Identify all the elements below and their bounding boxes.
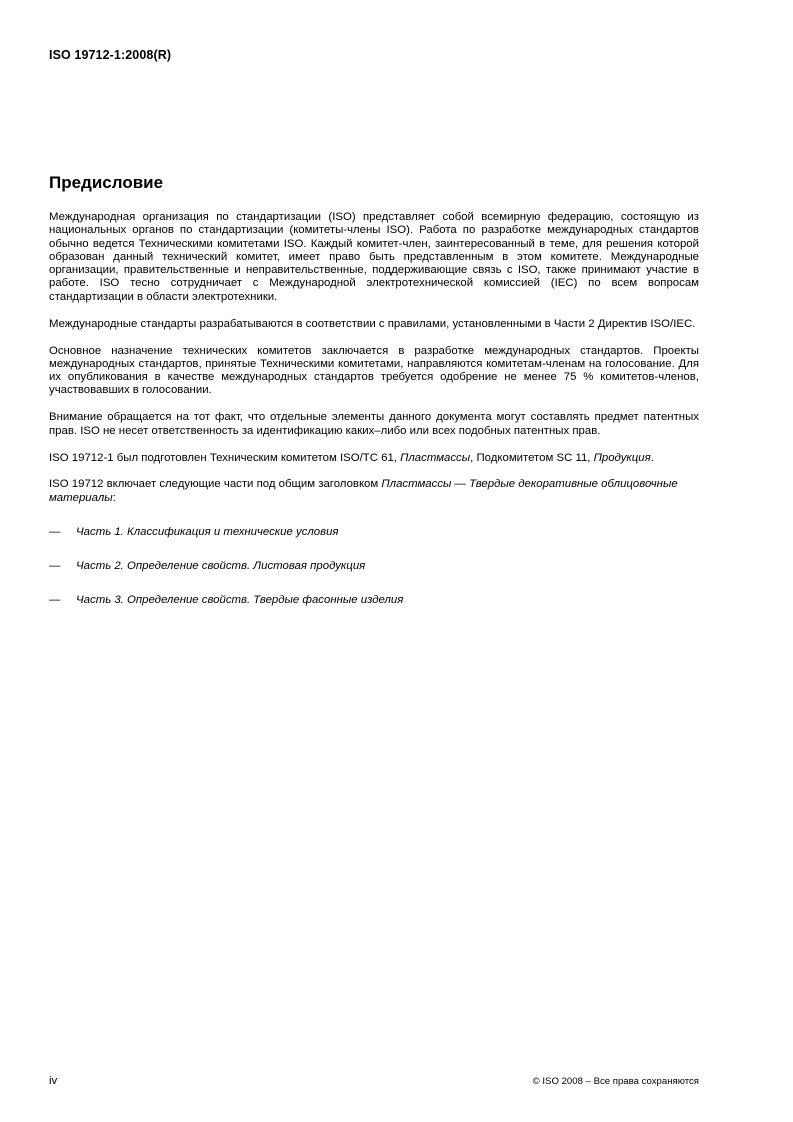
- paragraph-directives: Международные стандарты разрабатываются в соответствии с правилами, установленными в Части 2 Директив ISO/IEC.: [49, 317, 696, 330]
- committee-name: Пластмассы: [400, 451, 471, 464]
- parts-intro-suffix: :: [112, 491, 116, 504]
- foreword-body: [49, 211, 699, 628]
- subcommittee-name: Продукция: [593, 451, 651, 464]
- prepared-by-prefix: ISO 19712-1 был подготовлен Техническим комитетом ISO/TC 61,: [49, 451, 401, 464]
- paragraph-prepared-by: [49, 452, 699, 465]
- part-label: Часть 3. Определение свойств. Твердые фасонные изделия: [76, 593, 404, 606]
- prepared-by-middle: , Подкомитетом SC 11,: [470, 451, 594, 464]
- paragraph-patent-rights: Внимание обращается на тот факт, что отдельные элементы данного документа могут составлять предмет патентных прав. ISO не несет ответственность за идентификацию каких–либо или всех подобных патентных прав.: [49, 411, 699, 437]
- part-label: Часть 1. Классификация и технические условия: [76, 525, 339, 538]
- parts-intro-prefix: ISO 19712 включает следующие части под общим заголовком: [49, 478, 382, 491]
- dash-bullet: —: [49, 593, 61, 606]
- page-title: Предисловие: [49, 173, 164, 192]
- part-label: Часть 2. Определение свойств. Листовая продукция: [76, 559, 366, 572]
- prepared-by-suffix: .: [650, 451, 654, 464]
- paragraph-iso-organization: Международная организация по стандартизации (ISO) представляет собой всемирную федерацию, состоящую из национальных органов по стандартизации (комитеты-члены ISO). Работа по разработке международных стандартов обычно ведется Техническими комитетами ISO. Каждый комитет-член, заинтересованный в теме, для решения которой образован данный технический комитет, имеет право быть представленным в этом комитете. Международные организации, правительственные и неправительственные, поддерживающие связь с ISO, также принимают участие в работе. ISO тесно сотрудничает с Международной электротехнической комиссией (IEC) по всем вопросам стандартизации в области электротехники.: [49, 211, 699, 303]
- copyright-notice: © ISO 2008 – Все права сохраняются: [532, 1076, 699, 1087]
- paragraph-technical-committees: Основное назначение технических комитетов заключается в разработке международных стандартов. Проекты международных стандартов, принятые Техническими комитетами, направляются комитетам-членам на голосование. Для их опубликования в качестве международных стандартов требуется одобрение не менее 75 % комитетов-членов, участвовавших в голосовании.: [49, 344, 699, 397]
- document-id-header: ISO 19712-1:2008(R): [49, 48, 172, 62]
- paragraph-parts-intro: [49, 478, 699, 505]
- dash-bullet: —: [49, 525, 61, 538]
- page-number: iv: [49, 1075, 58, 1087]
- list-item: [49, 594, 699, 607]
- list-item: [49, 526, 699, 539]
- general-title: Пластмассы — Твердые декоративные облицовочные материалы: [49, 478, 678, 504]
- list-item: [49, 560, 699, 573]
- dash-bullet: —: [49, 559, 61, 572]
